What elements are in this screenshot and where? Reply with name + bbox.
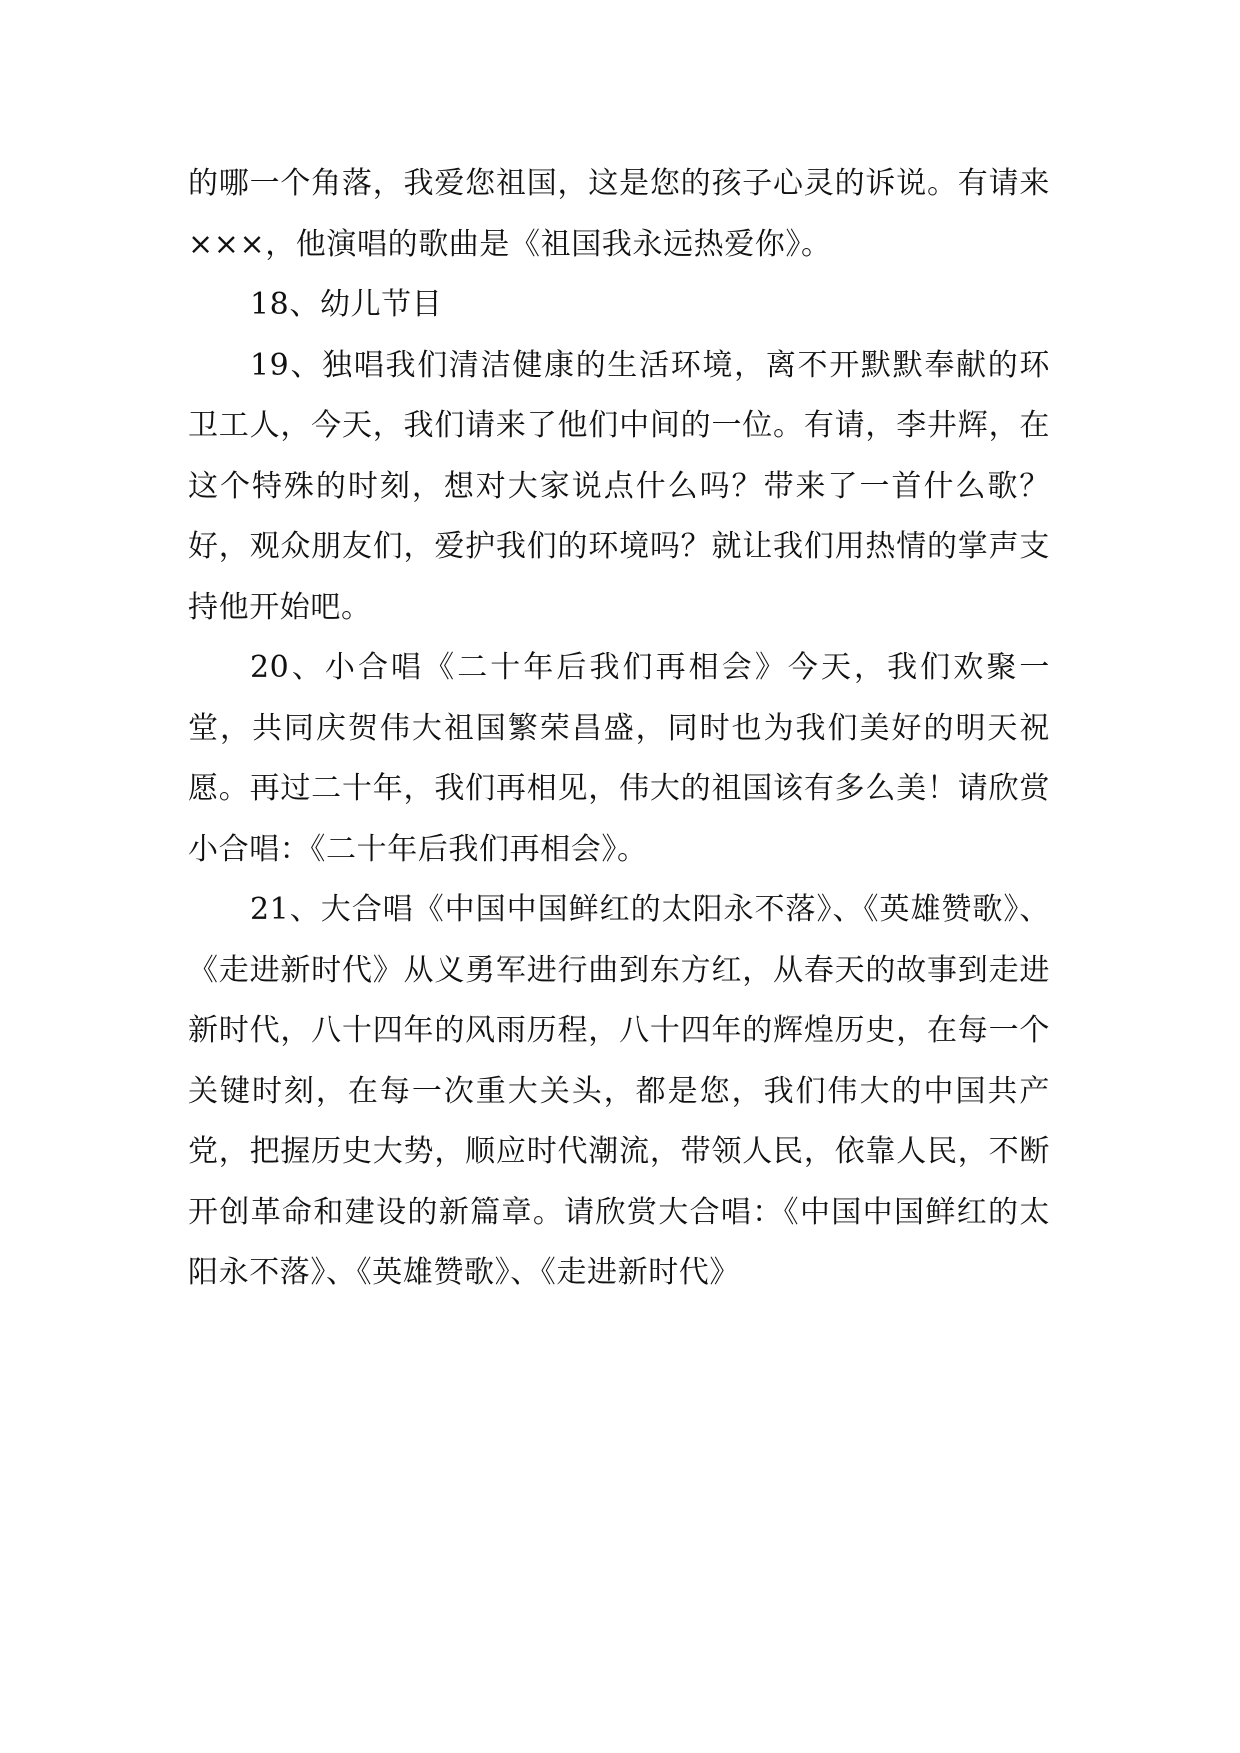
paragraph-continuation: 的哪一个角落，我爱您祖国，这是您的孩子心灵的诉说。有请来×××，他演唱的歌曲是《祖国我永远热爱你》。 (188, 166, 1050, 262)
paragraph-item-19: 19、独唱我们清洁健康的生活环境，离不开默默奉献的环卫工人，今天，我们请来了他们中间的一位。有请，李井辉，在这个特殊的时刻，想对大家说点什么吗？带来了一首什么歌？好，观众朋友们，爱护我们的环境吗？就让我们用热情的掌声支持他开始吧。 (188, 347, 1050, 625)
paragraph-item-21: 21、大合唱《中国中国鲜红的太阳永不落》、《英雄赞歌》、《走进新时代》从义勇军进行曲到东方红，从春天的故事到走进新时代，八十四年的风雨历程，八十四年的辉煌历史，在每一个关键时刻，在每一次重大关头，都是您，我们伟大的中国共产党，把握历史大势，顺应时代潮流，带领人民，依靠人民，不断开创革命和建设的新篇章。请欣赏大合唱：《中国中国鲜红的太阳永不落》、《英雄赞歌》、《走进新时代》 (188, 892, 1050, 1290)
paragraph-item-18: 18、幼儿节目 (250, 287, 443, 322)
document-body (188, 154, 1050, 1304)
paragraph-item-20: 20、小合唱《二十年后我们再相会》今天，我们欢聚一堂，共同庆贺伟大祖国繁荣昌盛，同时也为我们美好的明天祝愿。再过二十年，我们再相见，伟大的祖国该有多么美！请欣赏小合唱：《二十年后我们再相会》。 (188, 650, 1050, 867)
